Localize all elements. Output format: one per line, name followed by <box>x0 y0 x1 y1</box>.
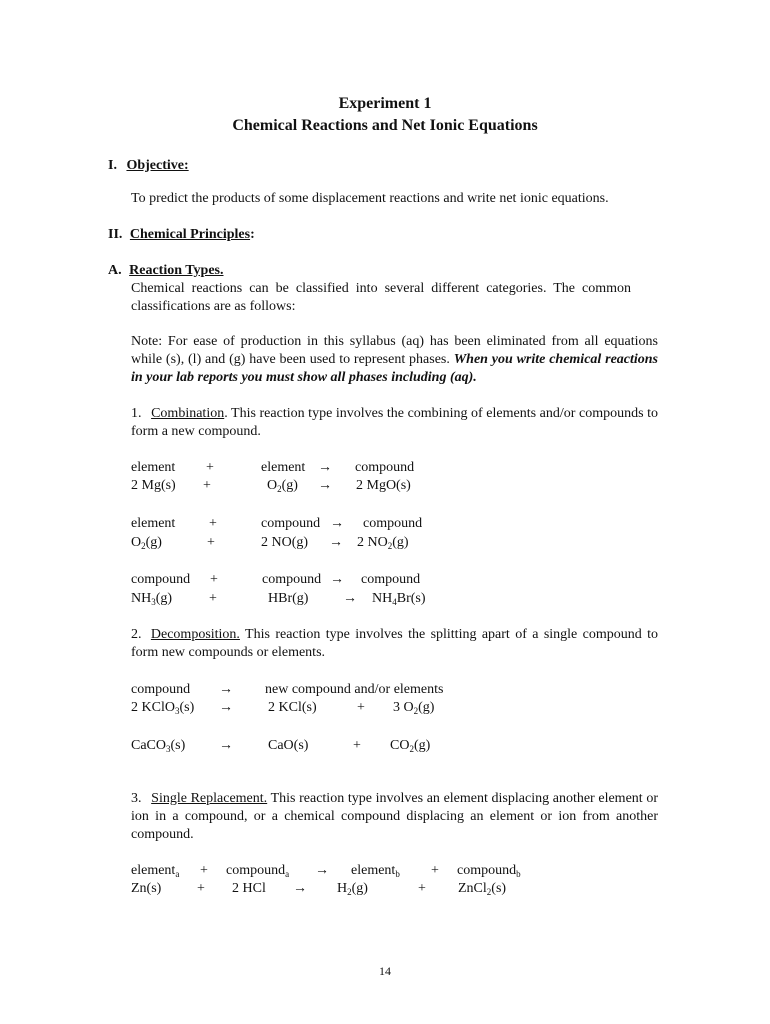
eq-phase: (g) <box>145 535 162 550</box>
eq-subscript: 2 <box>277 484 282 494</box>
subsection-reaction-types-heading <box>108 262 224 280</box>
eq-arrow: → <box>315 863 329 878</box>
eq-plus: + <box>207 535 215 550</box>
eq-arrow: → <box>330 516 344 531</box>
eq-term: element <box>261 460 306 475</box>
eq-term: compound <box>131 572 191 587</box>
eq-arrow: → <box>318 460 332 475</box>
eq-subscript: a <box>175 869 180 879</box>
eq-formula: O <box>267 478 278 493</box>
eq-term <box>390 737 430 755</box>
eq-plus: + <box>418 881 426 896</box>
item-number: 3. <box>131 791 142 806</box>
eq-formula: NH <box>372 591 393 606</box>
eq-phase: (g) <box>281 478 298 493</box>
section-numeral: II. <box>108 227 123 242</box>
objective-text: To predict the products of some displacement reactions and write net ionic equations. <box>131 191 609 206</box>
eq-phase: Br(s) <box>396 591 426 606</box>
combination-text: . This reaction type involves the combining of elements and/or compounds to form a new compound. <box>131 406 658 439</box>
eq-phase: (g) <box>155 591 173 606</box>
eq-term <box>351 862 400 880</box>
subsection-title: Reaction Types. <box>129 263 224 278</box>
eq-term: element <box>131 516 176 531</box>
eq-subscript: 2 <box>409 744 414 754</box>
eq-subscript: 3 <box>174 706 180 716</box>
eq-plus: + <box>431 863 439 878</box>
page-number: 14 <box>379 964 391 978</box>
eq-subscript: b <box>516 869 521 879</box>
eq-term: compound <box>355 460 415 475</box>
section-title: Objective: <box>126 158 189 173</box>
decomposition-heading: Decomposition. <box>150 627 240 642</box>
eq-arrow: → <box>219 738 233 753</box>
section-principles-heading <box>108 226 255 244</box>
eq-word: element <box>131 863 176 878</box>
section-title: Chemical Principles <box>129 227 251 242</box>
eq-arrow: → <box>219 700 233 715</box>
eq-term <box>226 862 289 880</box>
eq-subscript: 2 <box>347 887 352 897</box>
eq-term: element <box>131 460 176 475</box>
eq-phase: (g) <box>413 738 431 753</box>
eq-arrow: → <box>318 478 332 493</box>
note-emphasis: When you write chemical reactions in your lab reports you must show all phases including (aq). <box>131 352 659 385</box>
eq-term: compound <box>361 572 421 587</box>
eq-subscript: 2 <box>141 541 146 551</box>
eq-plus: + <box>206 460 214 475</box>
eq-term: compound <box>262 572 322 587</box>
eq-arrow: → <box>293 881 307 896</box>
eq-arrow: → <box>219 682 233 697</box>
eq-plus: + <box>197 881 205 896</box>
eq-formula: ZnCl <box>458 881 487 896</box>
combination-heading: Combination <box>151 406 225 421</box>
eq-phase: (g) <box>418 700 435 715</box>
eq-term: CaO(s) <box>268 738 309 753</box>
reaction-types-intro: Chemical reactions can be classified into several different categories. The common classifications are as follows: <box>131 281 631 314</box>
eq-arrow: → <box>329 535 343 550</box>
eq-subscript: 2 <box>486 887 492 897</box>
decomposition-text: This reaction type involves the splitting apart of a single compound to form new compounds or elements. <box>131 627 659 660</box>
eq-term <box>131 699 194 717</box>
eq-plus: + <box>353 738 361 753</box>
eq-phase: (s) <box>179 700 195 715</box>
eq-subscript: 2 <box>387 541 393 551</box>
eq-plus: + <box>200 863 208 878</box>
phase-note <box>131 333 658 387</box>
eq-term: 2 KCl(s) <box>268 700 317 715</box>
eq-word: compound <box>457 863 517 878</box>
eq-term <box>393 699 434 717</box>
eq-term <box>131 534 162 552</box>
note-text: Note: For ease of production in this syllabus (aq) has been eliminated from all equations while (s), (l) and (g) have been used to represent phases. <box>131 334 658 367</box>
eq-term <box>458 880 506 898</box>
eq-plus: + <box>357 700 365 715</box>
eq-formula: 2 NO <box>357 535 388 550</box>
eq-arrow: → <box>343 591 357 606</box>
eq-formula: H <box>337 881 348 896</box>
eq-term: 2 Mg(s) <box>131 478 176 493</box>
item-number: 2. <box>131 627 142 642</box>
eq-phase: (g) <box>392 535 409 550</box>
eq-subscript: 4 <box>392 597 397 607</box>
eq-plus: + <box>209 591 217 606</box>
eq-term <box>337 880 368 898</box>
eq-formula: O <box>131 535 142 550</box>
eq-plus: + <box>209 516 217 531</box>
eq-subscript: a <box>285 869 290 879</box>
eq-phase: (s) <box>491 881 507 896</box>
eq-subscript: 3 <box>151 597 156 607</box>
eq-term: 2 MgO(s) <box>356 478 411 493</box>
eq-term <box>131 590 172 608</box>
section-colon: : <box>250 227 255 242</box>
eq-term: HBr(g) <box>268 591 309 606</box>
eq-term: new compound and/or elements <box>265 682 444 697</box>
eq-plus: + <box>210 572 218 587</box>
eq-term: 2 NO(g) <box>261 535 309 550</box>
eq-term <box>357 534 409 552</box>
eq-formula: NH <box>131 591 152 606</box>
page-subtitle: Chemical Reactions and Net Ionic Equations <box>232 117 538 134</box>
eq-formula: CO <box>390 738 410 753</box>
eq-formula: CaCO <box>131 738 166 753</box>
section-numeral: I. <box>108 158 117 173</box>
eq-subscript: 3 <box>166 744 171 754</box>
item-number: 1. <box>131 406 142 421</box>
eq-term: compound <box>261 516 321 531</box>
eq-formula: 3 O <box>393 700 414 715</box>
subsection-letter: A. <box>108 263 122 278</box>
eq-term <box>372 590 426 608</box>
eq-word: compound <box>226 863 286 878</box>
eq-arrow: → <box>330 572 344 587</box>
eq-term: compound <box>131 682 191 697</box>
decomposition-description <box>131 626 658 662</box>
eq-phase: (g) <box>351 881 368 896</box>
section-objective-heading <box>108 157 189 175</box>
eq-phase: (s) <box>170 738 186 753</box>
eq-plus: + <box>203 478 211 493</box>
eq-term: 2 HCl <box>232 881 266 896</box>
page-title: Experiment 1 <box>338 95 432 112</box>
eq-term <box>457 862 521 880</box>
single-replacement-heading: Single Replacement. <box>151 791 268 806</box>
eq-formula: 2 KClO <box>131 700 175 715</box>
eq-term: Zn(s) <box>131 881 162 896</box>
eq-word: element <box>351 863 396 878</box>
eq-subscript: b <box>395 869 400 879</box>
eq-term <box>131 862 179 880</box>
eq-term <box>131 737 185 755</box>
single-replacement-description <box>131 790 658 844</box>
combination-description <box>131 405 658 441</box>
eq-term <box>267 477 298 495</box>
single-replacement-text: This reaction type involves an element displacing another element or ion in a compound, or a chemical compound displacing an element or ion from another compound. <box>131 791 658 842</box>
eq-term: compound <box>363 516 423 531</box>
eq-subscript: 2 <box>413 706 419 716</box>
